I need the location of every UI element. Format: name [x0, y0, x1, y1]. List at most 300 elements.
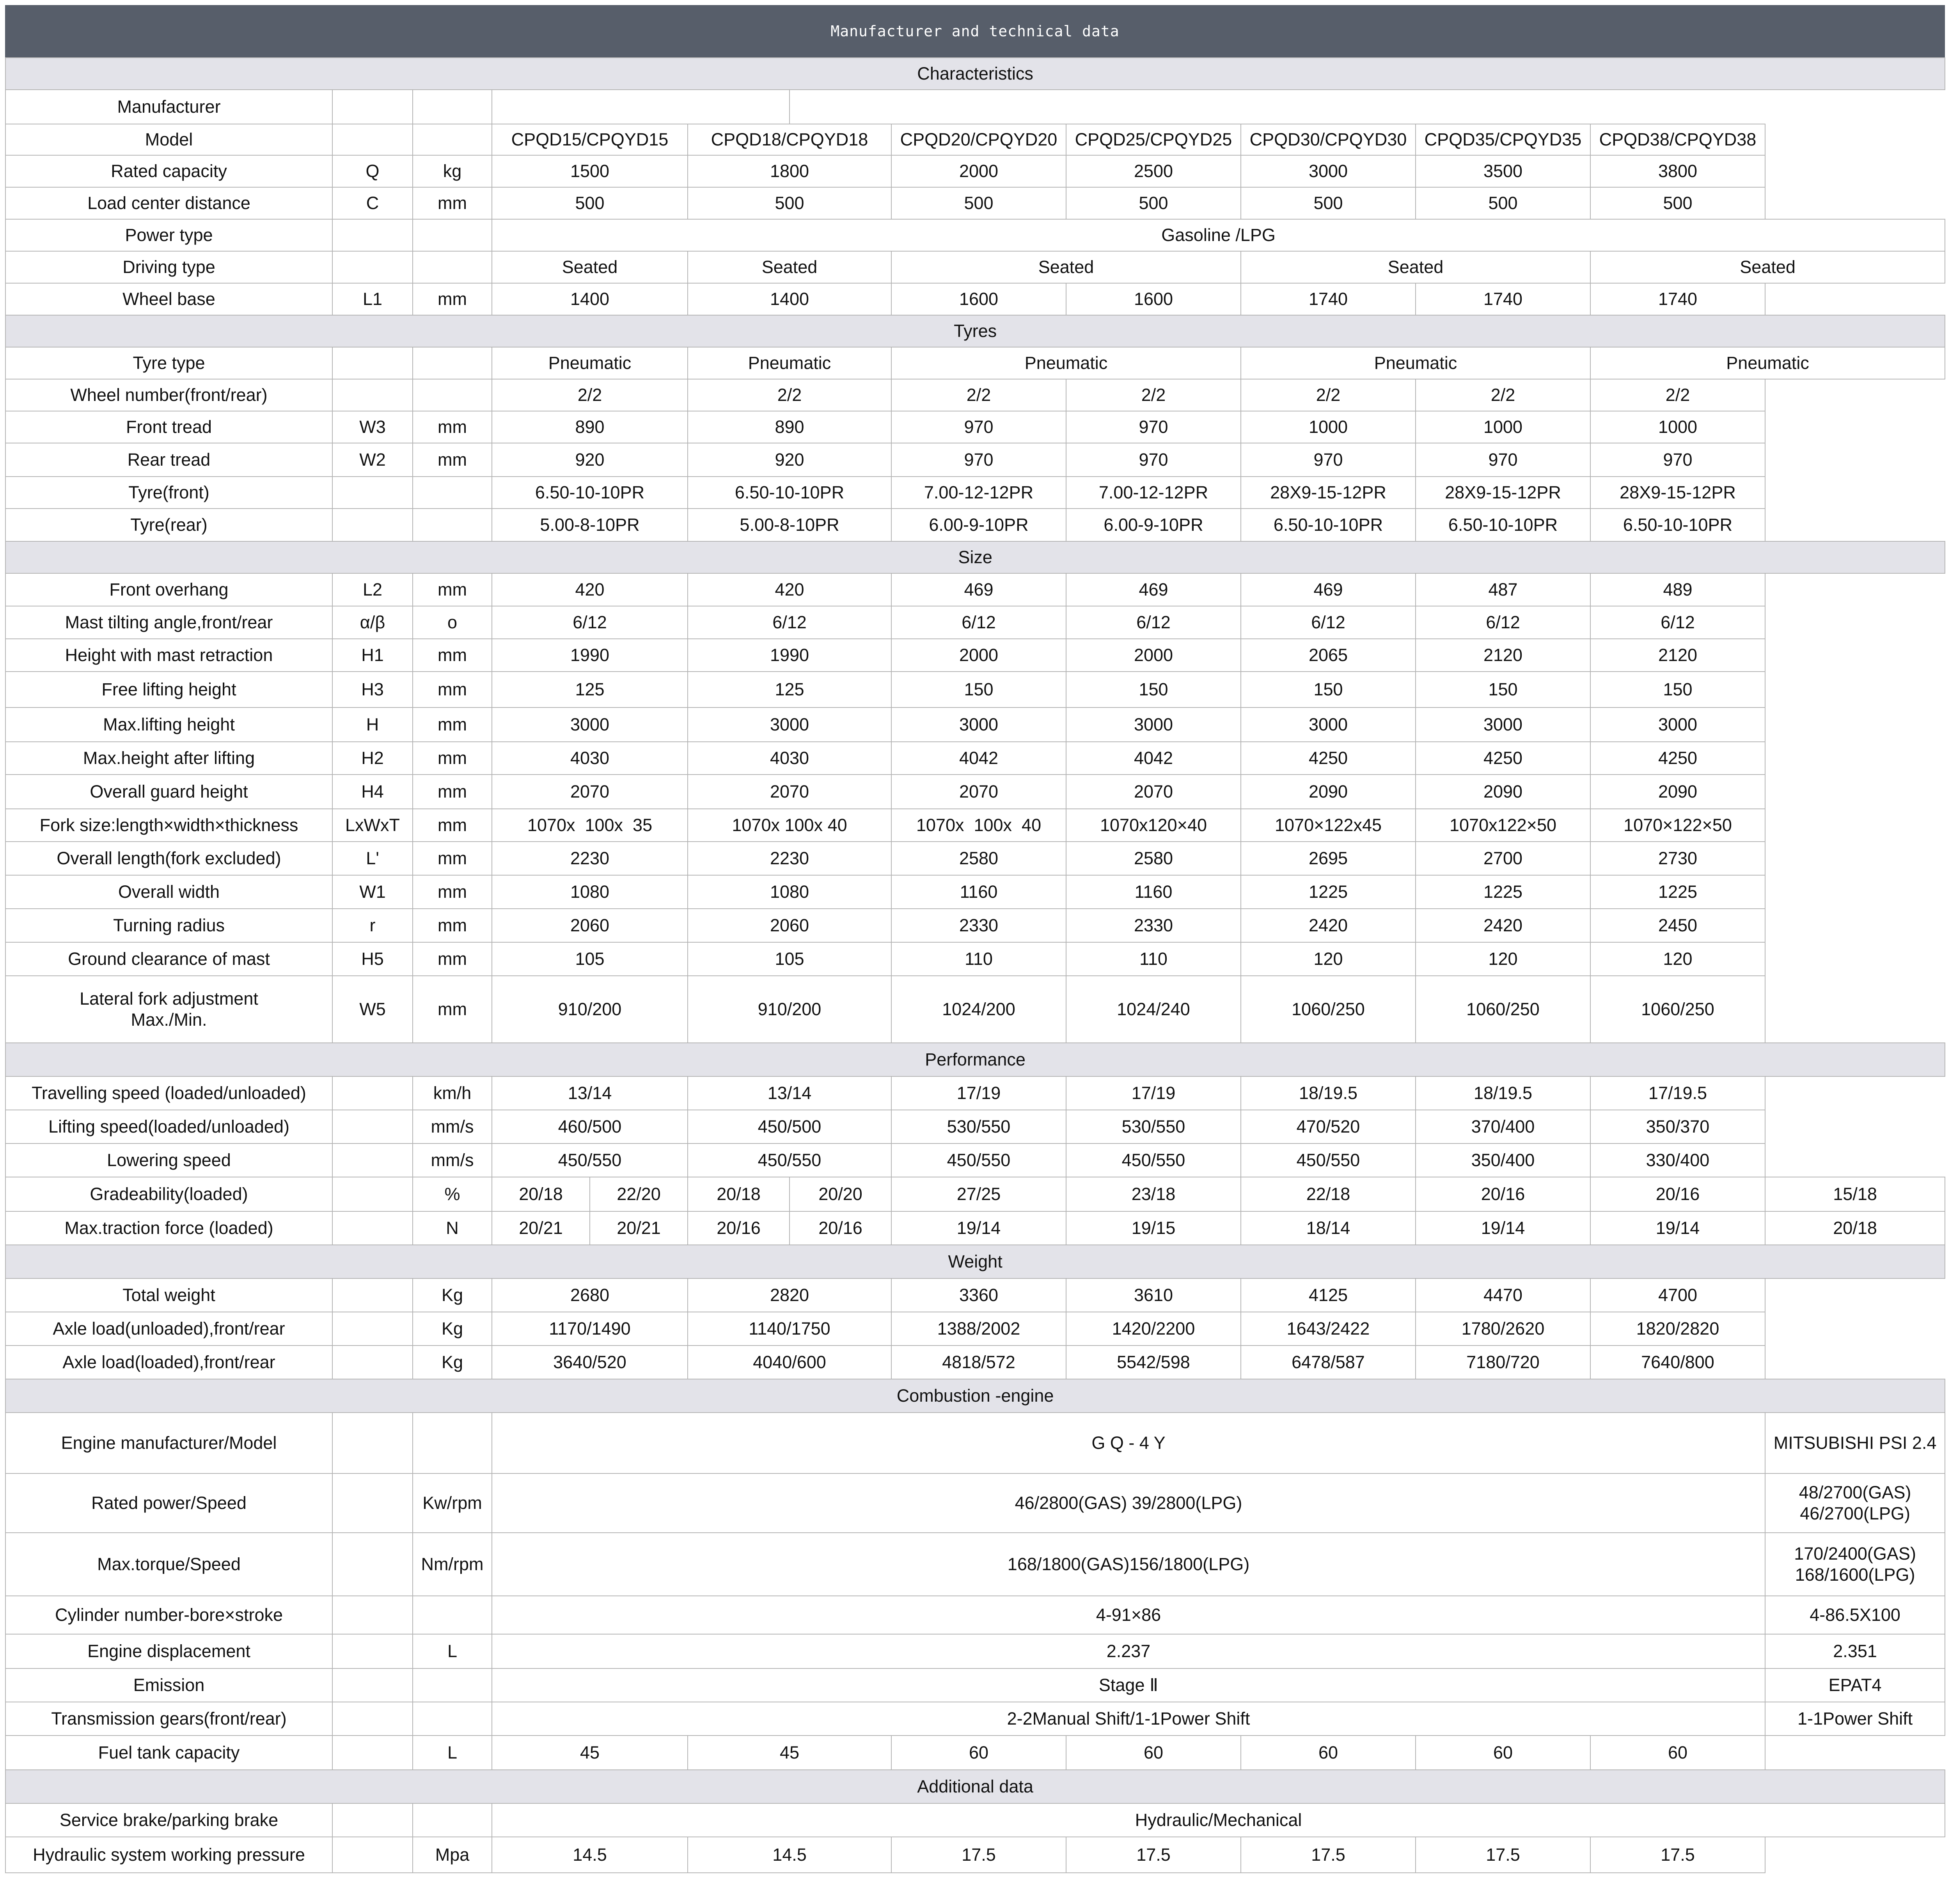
value-cell: 1225 — [1241, 875, 1416, 909]
value-cell: 7180/720 — [1416, 1346, 1590, 1379]
row-symbol: C — [332, 187, 413, 219]
value-cell: 469 — [891, 573, 1066, 606]
value-cell: 920 — [688, 443, 891, 477]
value-cell: 4-86.5X100 — [1765, 1596, 1945, 1634]
value-cell: 6.50-10-10PR — [688, 477, 891, 509]
row-unit — [413, 124, 492, 155]
row-symbol: r — [332, 909, 413, 942]
value-cell: 4250 — [1241, 742, 1416, 775]
value-cell: 20/18 — [688, 1177, 790, 1211]
value-cell: 4470 — [1416, 1278, 1590, 1312]
row-label: Mast tilting angle,front/rear — [5, 606, 332, 639]
row-label: Service brake/parking brake — [5, 1803, 332, 1837]
row-lateral-fork — [5, 976, 1945, 1043]
value-cell: 910/200 — [492, 976, 688, 1043]
blank-cell — [492, 90, 790, 124]
row-wheel-number — [5, 379, 1945, 411]
section-title: Size — [5, 541, 1945, 573]
value-cell: 1060/250 — [1416, 976, 1590, 1043]
row-label: Max.traction force (loaded) — [5, 1211, 332, 1245]
value-cell: 1160 — [891, 875, 1066, 909]
value-cell: 2000 — [1066, 639, 1241, 672]
value-cell: Stage Ⅱ — [492, 1668, 1765, 1702]
row-unit: mm — [413, 707, 492, 742]
value-cell: Gasoline /LPG — [492, 219, 1945, 251]
value-cell: 1060/250 — [1590, 976, 1765, 1043]
value-cell: 4042 — [891, 742, 1066, 775]
value-cell: 3000 — [1066, 707, 1241, 742]
value-cell: 18/19.5 — [1241, 1076, 1416, 1110]
value-cell: Seated — [688, 251, 891, 283]
row-symbol: H2 — [332, 742, 413, 775]
value-cell: 17.5 — [1241, 1837, 1416, 1873]
row-unit: o — [413, 606, 492, 639]
value-cell: 45 — [492, 1736, 688, 1770]
section-title: Weight — [5, 1245, 1945, 1278]
row-travelling-speed — [5, 1076, 1945, 1110]
value-cell: G Q - 4 Y — [492, 1413, 1765, 1473]
spec-table — [5, 57, 1945, 1873]
row-fuel-tank — [5, 1736, 1945, 1770]
row-turning-radius — [5, 909, 1945, 942]
value-cell: Seated — [1590, 251, 1945, 283]
value-cell: 20/16 — [790, 1211, 891, 1245]
value-cell: 4030 — [688, 742, 891, 775]
value-cell: 1024/240 — [1066, 976, 1241, 1043]
row-unit: kg — [413, 155, 492, 187]
value-cell: 2680 — [492, 1278, 688, 1312]
value-cell: 2120 — [1590, 639, 1765, 672]
value-cell: 3000 — [1241, 707, 1416, 742]
row-gradeability — [5, 1177, 1945, 1211]
value-cell: 1070x 100x 35 — [492, 809, 688, 842]
value-cell: 7.00-12-12PR — [891, 477, 1066, 509]
row-unit — [413, 251, 492, 283]
row-label: Fork size:length×width×thickness — [5, 809, 332, 842]
row-label: Overall width — [5, 875, 332, 909]
value-cell: 2060 — [688, 909, 891, 942]
value-cell: 450/550 — [492, 1143, 688, 1177]
value-cell: 3000 — [492, 707, 688, 742]
value-cell: 350/400 — [1416, 1143, 1590, 1177]
row-unit — [413, 90, 492, 124]
row-unit: Mpa — [413, 1837, 492, 1873]
row-symbol: L2 — [332, 573, 413, 606]
row-symbol — [332, 1803, 413, 1837]
row-unit: mm — [413, 842, 492, 875]
value-cell: MITSUBISHI PSI 2.4 — [1765, 1413, 1945, 1473]
row-label: Gradeability(loaded) — [5, 1177, 332, 1211]
row-symbol: W3 — [332, 411, 413, 443]
value-cell: 120 — [1241, 942, 1416, 976]
row-unit — [413, 1413, 492, 1473]
row-unit: L — [413, 1736, 492, 1770]
row-label: Free lifting height — [5, 672, 332, 707]
row-label: Overall guard height — [5, 775, 332, 809]
row-symbol — [332, 1837, 413, 1873]
row-symbol — [332, 251, 413, 283]
row-unit — [413, 1596, 492, 1634]
value-cell: EPAT4 — [1765, 1668, 1945, 1702]
value-cell: 890 — [492, 411, 688, 443]
value-cell: 28X9-15-12PR — [1416, 477, 1590, 509]
section-combustion — [5, 1379, 1945, 1413]
value-cell: 1400 — [688, 283, 891, 315]
value-cell: 920 — [492, 443, 688, 477]
row-unit: mm — [413, 283, 492, 315]
value-cell: 105 — [688, 942, 891, 976]
value-cell: 3000 — [1590, 707, 1765, 742]
value-cell: 105 — [492, 942, 688, 976]
row-symbol: W5 — [332, 976, 413, 1043]
value-cell: 7.00-12-12PR — [1066, 477, 1241, 509]
value-cell: 1600 — [891, 283, 1066, 315]
value-cell: 4818/572 — [891, 1346, 1066, 1379]
row-unit — [413, 219, 492, 251]
row-unit: Kw/rpm — [413, 1473, 492, 1533]
value-cell: 1500 — [492, 155, 688, 187]
value-cell: 110 — [1066, 942, 1241, 976]
value-cell: Seated — [891, 251, 1241, 283]
value-cell: 4250 — [1416, 742, 1590, 775]
row-symbol — [332, 1346, 413, 1379]
row-symbol — [332, 1413, 413, 1473]
value-cell: 500 — [688, 187, 891, 219]
value-cell: 14.5 — [688, 1837, 891, 1873]
row-unit — [413, 509, 492, 541]
row-symbol — [332, 379, 413, 411]
value-cell: 1000 — [1416, 411, 1590, 443]
row-label: Travelling speed (loaded/unloaded) — [5, 1076, 332, 1110]
row-symbol: W2 — [332, 443, 413, 477]
value-cell: 1990 — [492, 639, 688, 672]
value-cell: CPQD20/CPQYD20 — [891, 124, 1066, 155]
row-unit: mm — [413, 639, 492, 672]
value-cell: 1400 — [492, 283, 688, 315]
value-cell: 19/14 — [1416, 1211, 1590, 1245]
value-cell: 2/2 — [688, 379, 891, 411]
row-overall-length — [5, 842, 1945, 875]
row-front-overhang — [5, 573, 1945, 606]
row-unit — [413, 477, 492, 509]
row-max-lifting — [5, 707, 1945, 742]
row-unit: km/h — [413, 1076, 492, 1110]
section-additional — [5, 1770, 1945, 1803]
value-cell: 1160 — [1066, 875, 1241, 909]
value-cell: 370/400 — [1416, 1110, 1590, 1143]
row-mast-tilt — [5, 606, 1945, 639]
value-cell: 350/370 — [1590, 1110, 1765, 1143]
value-cell: 13/14 — [492, 1076, 688, 1110]
value-cell: 6/12 — [891, 606, 1066, 639]
row-label: Transmission gears(front/rear) — [5, 1702, 332, 1736]
value-cell: 2070 — [688, 775, 891, 809]
value-cell: 2730 — [1590, 842, 1765, 875]
value-cell: 500 — [1241, 187, 1416, 219]
value-cell: 7640/800 — [1590, 1346, 1765, 1379]
value-cell: 3360 — [891, 1278, 1066, 1312]
row-label: Model — [5, 124, 332, 155]
row-symbol — [332, 1473, 413, 1533]
value-cell: 1080 — [492, 875, 688, 909]
value-cell: 6/12 — [492, 606, 688, 639]
value-cell: 2090 — [1241, 775, 1416, 809]
row-label: Cylinder number-bore×stroke — [5, 1596, 332, 1634]
row-engine-model — [5, 1413, 1945, 1473]
row-label: Power type — [5, 219, 332, 251]
row-unit: Nm/rpm — [413, 1533, 492, 1596]
value-cell: 20/21 — [492, 1211, 590, 1245]
row-driving-type — [5, 251, 1945, 283]
row-unit: mm — [413, 909, 492, 942]
value-cell: 910/200 — [688, 976, 891, 1043]
row-free-lifting — [5, 672, 1945, 707]
value-cell: Pneumatic — [1241, 347, 1590, 379]
row-fork-size — [5, 809, 1945, 842]
value-cell: 20/18 — [492, 1177, 590, 1211]
row-unit: mm — [413, 443, 492, 477]
value-cell: 1070x122×50 — [1416, 809, 1590, 842]
row-symbol: α/β — [332, 606, 413, 639]
row-transmission — [5, 1702, 1945, 1736]
row-label: Turning radius — [5, 909, 332, 942]
value-cell: 500 — [492, 187, 688, 219]
value-cell: 2060 — [492, 909, 688, 942]
row-emission — [5, 1668, 1945, 1702]
row-symbol: W1 — [332, 875, 413, 909]
row-unit: mm — [413, 411, 492, 443]
value-cell: 530/550 — [1066, 1110, 1241, 1143]
row-label: Engine manufacturer/Model — [5, 1413, 332, 1473]
value-cell: 2065 — [1241, 639, 1416, 672]
row-label: Driving type — [5, 251, 332, 283]
value-cell: 2/2 — [1416, 379, 1590, 411]
row-unit — [413, 1702, 492, 1736]
value-cell: 3800 — [1590, 155, 1765, 187]
value-cell: 6.50-10-10PR — [1416, 509, 1590, 541]
row-symbol — [332, 1668, 413, 1702]
value-cell: 120 — [1416, 942, 1590, 976]
value-cell: 2000 — [891, 155, 1066, 187]
value-cell: 6/12 — [1066, 606, 1241, 639]
value-cell: 970 — [1066, 443, 1241, 477]
value-cell: 1643/2422 — [1241, 1312, 1416, 1346]
value-cell: 1420/2200 — [1066, 1312, 1241, 1346]
row-label: Front tread — [5, 411, 332, 443]
value-cell: 2090 — [1416, 775, 1590, 809]
row-symbol — [332, 477, 413, 509]
value-cell: CPQD30/CPQYD30 — [1241, 124, 1416, 155]
value-cell: 14.5 — [492, 1837, 688, 1873]
value-cell: 60 — [1590, 1736, 1765, 1770]
row-overall-width — [5, 875, 1945, 909]
value-cell: 46/2800(GAS) 39/2800(LPG) — [492, 1473, 1765, 1533]
value-cell: 450/550 — [688, 1143, 891, 1177]
row-front-tread — [5, 411, 1945, 443]
value-cell: 450/500 — [688, 1110, 891, 1143]
row-label: Tyre(front) — [5, 477, 332, 509]
value-cell: 2070 — [891, 775, 1066, 809]
section-tyres — [5, 315, 1945, 347]
value-cell: 22/18 — [1241, 1177, 1416, 1211]
value-cell: Pneumatic — [891, 347, 1241, 379]
value-cell: 125 — [492, 672, 688, 707]
value-cell: 2.351 — [1765, 1634, 1945, 1668]
value-cell: 28X9-15-12PR — [1241, 477, 1416, 509]
row-axle-unloaded — [5, 1312, 1945, 1346]
row-label: Rated power/Speed — [5, 1473, 332, 1533]
section-title: Performance — [5, 1043, 1945, 1076]
value-cell: 469 — [1066, 573, 1241, 606]
value-cell: 970 — [1066, 411, 1241, 443]
row-traction-force — [5, 1211, 1945, 1245]
row-unit: mm — [413, 942, 492, 976]
value-cell: 6.50-10-10PR — [1241, 509, 1416, 541]
row-symbol — [332, 1110, 413, 1143]
value-cell: 22/20 — [590, 1177, 688, 1211]
value-cell: 2330 — [891, 909, 1066, 942]
value-cell: 4700 — [1590, 1278, 1765, 1312]
spec-sheet — [5, 5, 1945, 1873]
value-cell: 1225 — [1590, 875, 1765, 909]
row-symbol: H1 — [332, 639, 413, 672]
value-cell: 500 — [1590, 187, 1765, 219]
value-cell: Pneumatic — [492, 347, 688, 379]
value-cell: 1080 — [688, 875, 891, 909]
value-cell: 420 — [688, 573, 891, 606]
row-total-weight — [5, 1278, 1945, 1312]
row-label: Rear tread — [5, 443, 332, 477]
value-cell: 500 — [1416, 187, 1590, 219]
value-cell: Pneumatic — [1590, 347, 1945, 379]
row-displacement — [5, 1634, 1945, 1668]
row-rated-capacity — [5, 155, 1945, 187]
value-cell: 2450 — [1590, 909, 1765, 942]
value-cell: 2695 — [1241, 842, 1416, 875]
value-cell: 20/20 — [790, 1177, 891, 1211]
row-symbol: H4 — [332, 775, 413, 809]
row-label: Max.torque/Speed — [5, 1533, 332, 1596]
row-tyre-type — [5, 347, 1945, 379]
row-unit — [413, 379, 492, 411]
value-cell: 3000 — [891, 707, 1066, 742]
value-cell: 970 — [891, 443, 1066, 477]
row-rear-tread — [5, 443, 1945, 477]
value-cell: 1070×122×50 — [1590, 809, 1765, 842]
value-cell: 487 — [1416, 573, 1590, 606]
row-tyre-rear — [5, 509, 1945, 541]
row-label: Hydraulic system working pressure — [5, 1837, 332, 1873]
value-cell: 3000 — [1241, 155, 1416, 187]
section-title: Combustion -engine — [5, 1379, 1945, 1413]
row-symbol — [332, 1533, 413, 1596]
value-cell: 1-1Power Shift — [1765, 1702, 1945, 1736]
row-label: Wheel base — [5, 283, 332, 315]
value-cell: 13/14 — [688, 1076, 891, 1110]
value-cell: 1740 — [1590, 283, 1765, 315]
row-symbol — [332, 1278, 413, 1312]
value-cell: 2330 — [1066, 909, 1241, 942]
row-guard-height — [5, 775, 1945, 809]
value-cell: 4042 — [1066, 742, 1241, 775]
row-lowering-speed — [5, 1143, 1945, 1177]
value-cell: 6/12 — [1590, 606, 1765, 639]
row-symbol: L' — [332, 842, 413, 875]
row-label: Axle load(unloaded),front/rear — [5, 1312, 332, 1346]
value-cell: 500 — [891, 187, 1066, 219]
row-label: Tyre type — [5, 347, 332, 379]
value-cell: 2120 — [1416, 639, 1590, 672]
value-cell: 1388/2002 — [891, 1312, 1066, 1346]
row-unit — [413, 1803, 492, 1837]
row-label: Total weight — [5, 1278, 332, 1312]
row-label: Height with mast retraction — [5, 639, 332, 672]
row-symbol: H3 — [332, 672, 413, 707]
value-cell: 420 — [492, 573, 688, 606]
row-wheel-base — [5, 283, 1945, 315]
row-unit: L — [413, 1634, 492, 1668]
value-cell: 18/19.5 — [1416, 1076, 1590, 1110]
row-label: Max.height after lifting — [5, 742, 332, 775]
value-cell: 20/16 — [1416, 1177, 1590, 1211]
value-cell: 1140/1750 — [688, 1312, 891, 1346]
row-symbol — [332, 1702, 413, 1736]
value-cell: 150 — [891, 672, 1066, 707]
value-cell: 1170/1490 — [492, 1312, 688, 1346]
row-manufacturer — [5, 90, 1945, 124]
value-cell: Pneumatic — [688, 347, 891, 379]
value-cell: CPQD25/CPQYD25 — [1066, 124, 1241, 155]
section-characteristics — [5, 58, 1945, 90]
row-label: Emission — [5, 1668, 332, 1702]
row-label: Lateral fork adjustment Max./Min. — [5, 976, 332, 1043]
value-cell: 970 — [1416, 443, 1590, 477]
value-cell: 2500 — [1066, 155, 1241, 187]
value-cell: 1820/2820 — [1590, 1312, 1765, 1346]
value-cell: 2420 — [1241, 909, 1416, 942]
row-label: Lowering speed — [5, 1143, 332, 1177]
row-height-retraction — [5, 639, 1945, 672]
value-cell: 15/18 — [1765, 1177, 1945, 1211]
value-cell: 470/520 — [1241, 1110, 1416, 1143]
value-cell: 530/550 — [891, 1110, 1066, 1143]
value-cell: Seated — [492, 251, 688, 283]
row-symbol — [332, 1076, 413, 1110]
row-cylinder — [5, 1596, 1945, 1634]
value-cell: 150 — [1241, 672, 1416, 707]
row-label: Wheel number(front/rear) — [5, 379, 332, 411]
value-cell: 2700 — [1416, 842, 1590, 875]
value-cell: 4125 — [1241, 1278, 1416, 1312]
value-cell: 1990 — [688, 639, 891, 672]
value-cell: 17.5 — [1066, 1837, 1241, 1873]
row-label: Tyre(rear) — [5, 509, 332, 541]
row-rated-power — [5, 1473, 1945, 1533]
value-cell: Seated — [1241, 251, 1590, 283]
row-label: Rated capacity — [5, 155, 332, 187]
value-cell: 4040/600 — [688, 1346, 891, 1379]
row-unit: Kg — [413, 1278, 492, 1312]
row-tyre-front — [5, 477, 1945, 509]
value-cell: 110 — [891, 942, 1066, 976]
value-cell: CPQD38/CPQYD38 — [1590, 124, 1765, 155]
row-symbol — [332, 1143, 413, 1177]
value-cell: 5542/598 — [1066, 1346, 1241, 1379]
row-unit: mm — [413, 976, 492, 1043]
row-symbol — [332, 90, 413, 124]
value-cell: 1070x 100x 40 — [891, 809, 1066, 842]
value-cell: 970 — [1241, 443, 1416, 477]
